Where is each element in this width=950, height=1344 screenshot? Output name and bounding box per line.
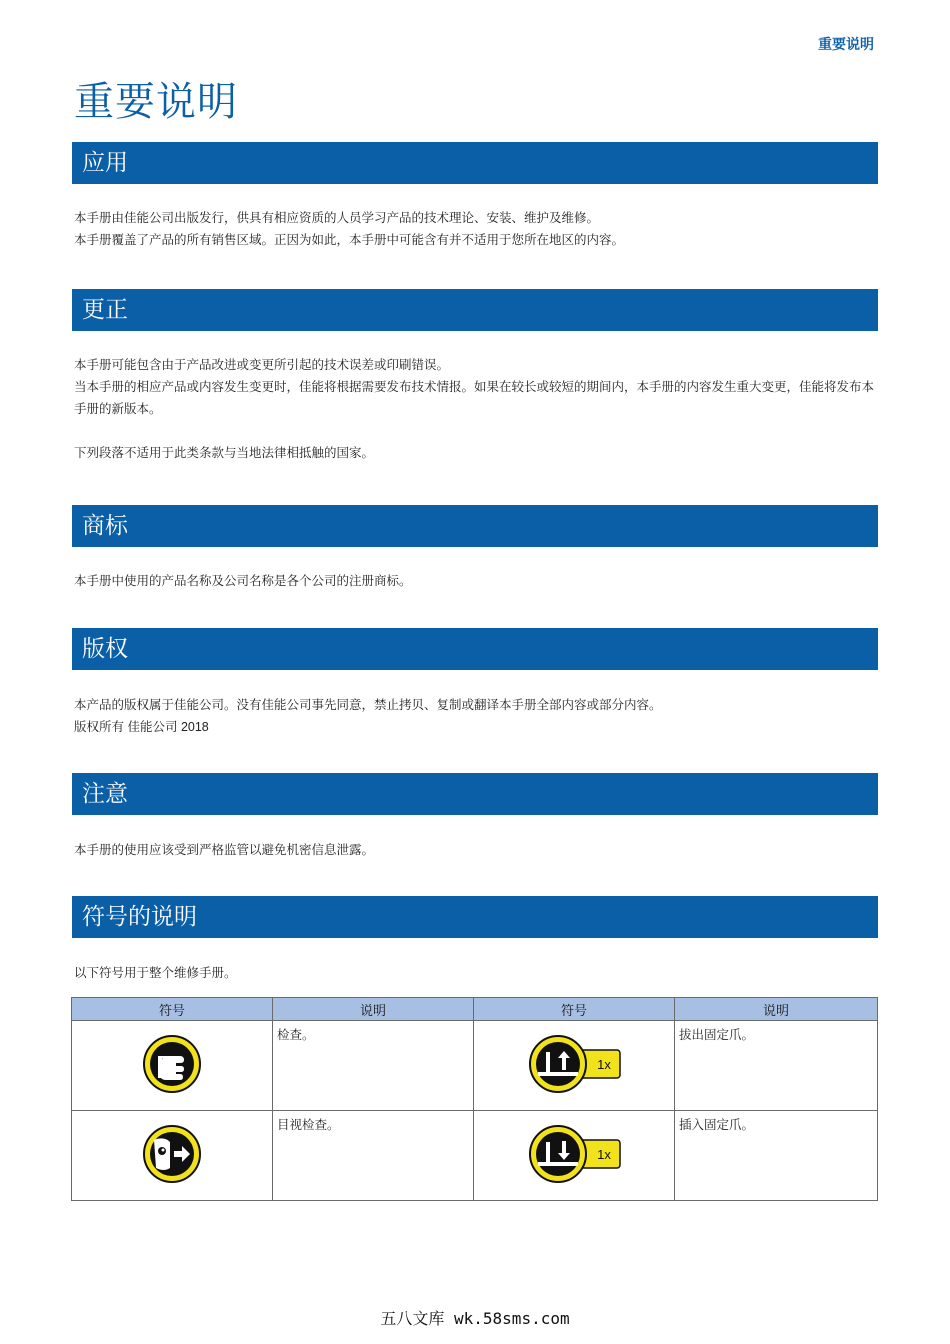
paragraph: 本产品的版权属于佳能公司。没有佳能公司事先同意，禁止拷贝、复制或翻译本手册全部内容或部分内容。 (74, 697, 662, 712)
symbol-cell (72, 1021, 273, 1111)
symbol-description: 目视检查。 (273, 1111, 474, 1201)
insert-claw-1x-icon (524, 1124, 624, 1184)
pointing-hand-check-icon (142, 1034, 202, 1094)
section-body-application (74, 207, 880, 251)
paragraph: 下列段落不适用于此类条款与当地法律相抵触的国家。 (74, 445, 375, 460)
symbol-cell (474, 1021, 675, 1111)
paragraph: 本手册由佳能公司出版发行，供具有相应资质的人员学习产品的技术理论、安装、维护及维修。 (74, 210, 600, 225)
paragraph: 本手册中使用的产品名称及公司名称是各个公司的注册商标。 (74, 573, 412, 588)
symbol-cell (72, 1111, 273, 1201)
symbol-cell (474, 1111, 675, 1201)
eye-visual-check-icon (142, 1124, 202, 1184)
section-body-trademarks (74, 570, 880, 592)
section-header-trademarks: 商标 (72, 505, 878, 547)
symbol-table (71, 997, 878, 1201)
footer-watermark: 五八文库 wk.58sms.com (380, 1309, 570, 1328)
paragraph: 本手册覆盖了产品的所有销售区域。正因为如此，本手册中可能含有并不适用于您所在地区的内容。 (74, 232, 625, 247)
symbol-description: 拔出固定爪。 (675, 1021, 878, 1111)
page-title: 重要说明 (74, 79, 238, 125)
section-header-corrections: 更正 (72, 289, 878, 331)
section-header-symbols: 符号的说明 (72, 896, 878, 938)
table-row (72, 1021, 878, 1111)
section-header-copyright: 版权 (72, 628, 878, 670)
column-header-description: 说明 (273, 998, 474, 1021)
section-header-caution: 注意 (72, 773, 878, 815)
section-header-application: 应用 (72, 142, 878, 184)
badge-count-label: 1x (597, 1146, 611, 1162)
symbol-description: 插入固定爪。 (675, 1111, 878, 1201)
section-body-copyright (74, 694, 880, 738)
table-header-row (72, 998, 878, 1021)
column-header-symbol: 符号 (72, 998, 273, 1021)
paragraph: 版权所有 佳能公司 2018 (74, 720, 209, 734)
table-row (72, 1111, 878, 1201)
column-header-description: 说明 (675, 998, 878, 1021)
running-header-title: 重要说明 (818, 37, 874, 53)
section-body-corrections (74, 354, 880, 464)
paragraph: 当本手册的相应产品或内容发生变更时，佳能将根据需要发布技术情报。如果在较长或较短的期间内，本手册的内容发生重大变更，佳能将发布本手册的新版本。 (74, 379, 875, 416)
remove-claw-1x-icon (524, 1034, 624, 1094)
paragraph: 本手册的使用应该受到严格监管以避免机密信息泄露。 (74, 842, 375, 857)
paragraph: 以下符号用于整个维修手册。 (74, 965, 237, 980)
paragraph: 本手册可能包含由于产品改进或变更所引起的技术误差或印刷错误。 (74, 357, 450, 372)
badge-count-label: 1x (597, 1056, 611, 1072)
symbol-description: 检查。 (273, 1021, 474, 1111)
column-header-symbol: 符号 (474, 998, 675, 1021)
section-body-caution (74, 839, 880, 861)
section-body-symbols (74, 962, 880, 984)
